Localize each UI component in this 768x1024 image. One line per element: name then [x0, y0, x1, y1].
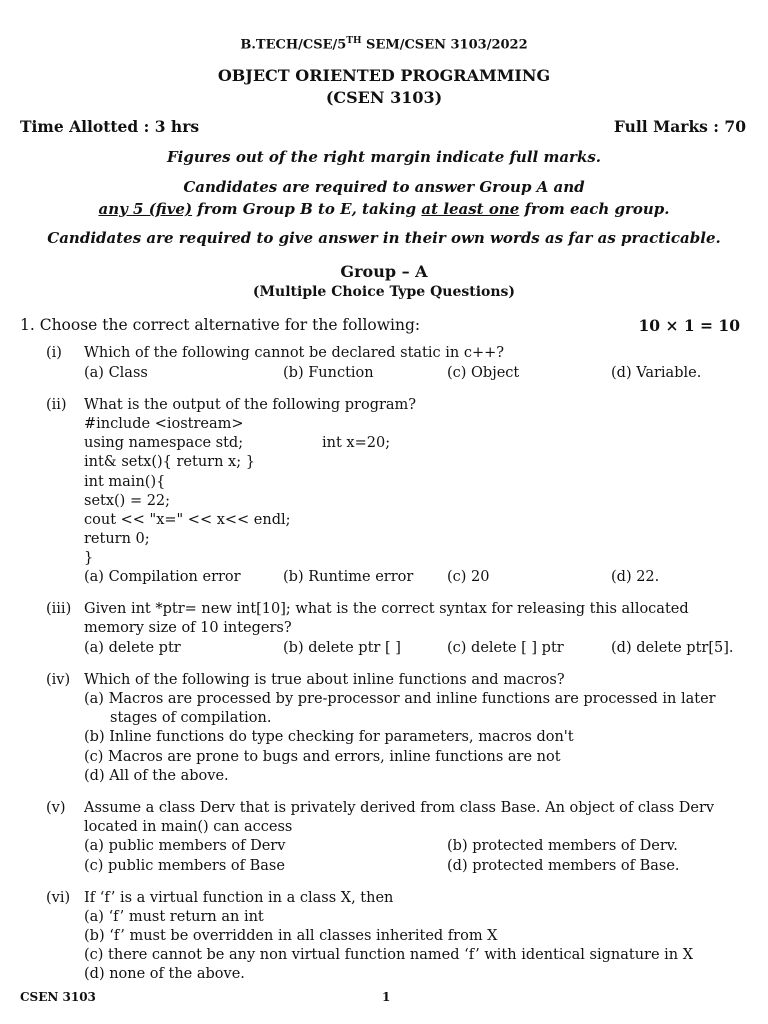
- code-line: int main(){: [84, 474, 166, 490]
- question-text: If ‘f’ is a virtual function in a class X, then: [84, 890, 394, 906]
- code-line: setx() = 22;: [84, 493, 171, 509]
- page-number: 1: [382, 990, 391, 1004]
- paper-title: OBJECT ORIENTED PROGRAMMING: [217, 66, 551, 85]
- option-d: (d) 22.: [611, 569, 660, 585]
- option-a: (a) Macros are processed by pre-processor and inline functions are processed in later: [84, 691, 716, 707]
- option-c: (c) delete [ ] ptr: [447, 640, 564, 656]
- option-d: (d) protected members of Base.: [447, 858, 680, 874]
- item-number: (iv): [46, 672, 71, 688]
- question-text: located in main() can access: [84, 819, 293, 835]
- option-c: (c) there cannot be any non virtual function named ‘f’ with identical signature in X: [84, 947, 694, 963]
- footer-course-code: CSEN 3103: [20, 990, 96, 1004]
- option-a: (a) Class: [84, 365, 148, 381]
- option-c: (c) 20: [447, 569, 490, 585]
- question-text: memory size of 10 integers?: [84, 620, 292, 636]
- exam-code: B.TECH/CSE/5TH SEM/CSEN 3103/2022: [240, 36, 528, 53]
- option-c: (c) Object: [447, 365, 520, 381]
- item-number: (ii): [46, 397, 67, 413]
- option-b: (b) protected members of Derv.: [447, 838, 678, 854]
- instruction-groups-2: any 5 (five) from Group B to E, taking at least one from each group.: [98, 200, 670, 218]
- instruction-own-words: Candidates are required to give answer in their own words as far as practicable.: [47, 229, 721, 247]
- question-1-label: 1. Choose the correct alternative for the following:: [20, 316, 421, 334]
- option-a-continued: stages of compilation.: [110, 710, 272, 726]
- code-line: }: [84, 550, 94, 566]
- option-d: (d) Variable.: [611, 365, 702, 381]
- code-line: #include <iostream>: [84, 416, 244, 432]
- item-number: (vi): [46, 890, 71, 906]
- option-c: (c) Macros are prone to bugs and errors, inline functions are not: [84, 749, 561, 765]
- option-a: (a) ‘f’ must return an int: [84, 909, 264, 925]
- instruction-marks: Figures out of the right margin indicate full marks.: [166, 148, 602, 166]
- option-b: (b) delete ptr [ ]: [283, 640, 401, 656]
- question-text: What is the output of the following program?: [84, 397, 417, 413]
- full-marks: Full Marks : 70: [613, 117, 746, 136]
- time-allotted: Time Allotted : 3 hrs: [20, 117, 200, 136]
- option-b: (b) ‘f’ must be overridden in all classes inherited from X: [84, 928, 498, 944]
- instruction-groups-1: Candidates are required to answer Group A and: [183, 178, 585, 196]
- option-d: (d) none of the above.: [84, 966, 245, 982]
- option-b: (b) Function: [283, 365, 374, 381]
- item-number: (v): [46, 800, 66, 816]
- option-a: (a) Compilation error: [84, 569, 241, 585]
- option-a: (a) delete ptr: [84, 640, 181, 656]
- group-subtitle: (Multiple Choice Type Questions): [252, 284, 516, 300]
- question-text: Which of the following is true about inline functions and macros?: [84, 672, 565, 688]
- option-d: (d) delete ptr[5].: [611, 640, 734, 656]
- option-a: (a) public members of Derv: [84, 838, 286, 854]
- code-line: int& setx(){ return x; }: [84, 454, 255, 470]
- code-line: int x=20;: [322, 435, 391, 451]
- option-b: (b) Runtime error: [283, 569, 414, 585]
- question-text: Given int *ptr= new int[10]; what is the correct syntax for releasing this allocated: [84, 601, 689, 617]
- code-line: cout << "x=" << x<< endl;: [84, 512, 291, 528]
- option-b: (b) Inline functions do type checking for parameters, macros don't: [84, 729, 574, 745]
- code-line: using namespace std;: [84, 435, 244, 451]
- group-title: Group – A: [340, 262, 428, 281]
- option-c: (c) public members of Base: [84, 858, 285, 874]
- question-text: Which of the following cannot be declared static in c++?: [84, 345, 505, 361]
- code-line: return 0;: [84, 531, 150, 547]
- item-number: (iii): [46, 601, 72, 617]
- item-number: (i): [46, 345, 62, 361]
- option-d: (d) All of the above.: [84, 768, 229, 784]
- course-code: (CSEN 3103): [325, 88, 443, 107]
- question-text: Assume a class Derv that is privately derived from class Base. An object of class Derv: [84, 800, 715, 816]
- question-1-marks: 10 × 1 = 10: [638, 316, 740, 335]
